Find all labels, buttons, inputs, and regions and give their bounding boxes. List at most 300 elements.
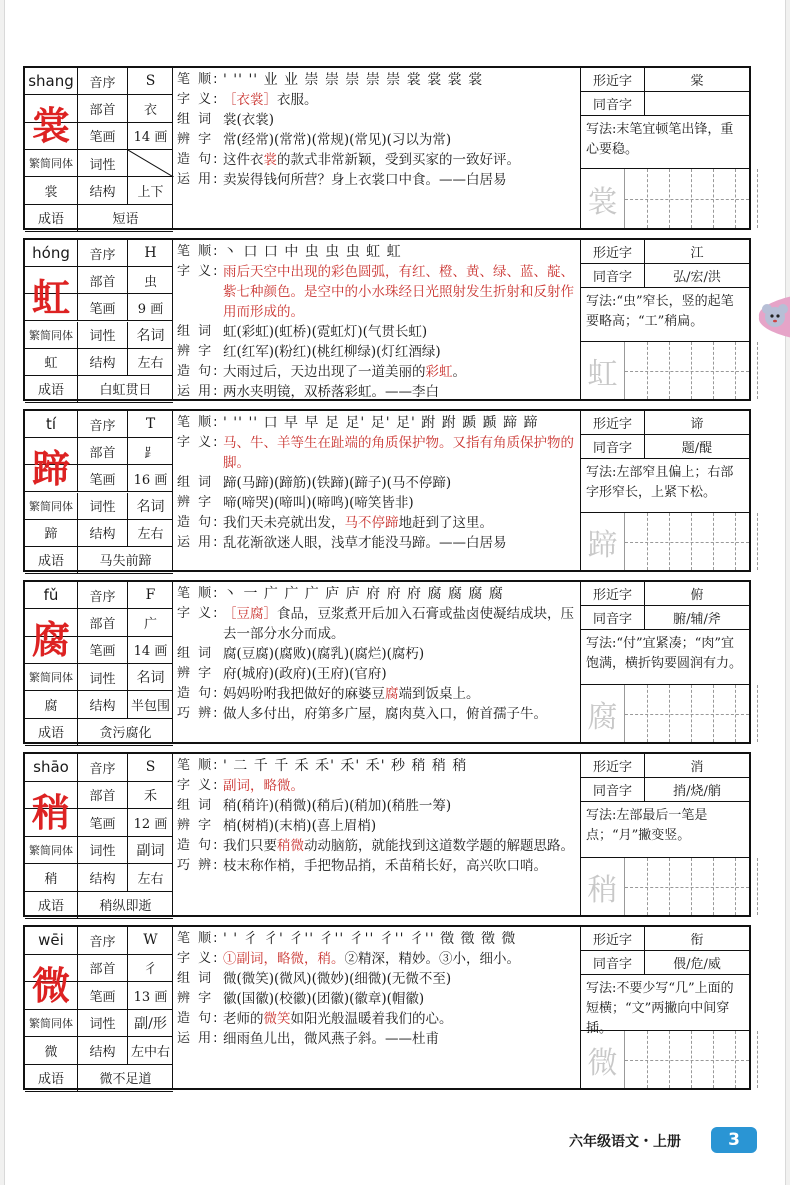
usage-text: 枝末称作梢，手把物品捎，禾苗稍长好，高兴吹口哨。	[223, 858, 547, 874]
stroke-order-text: 丶 口 口 中 虫 虫 虫 虹 虹	[223, 244, 402, 260]
writing-label: 写法:	[586, 636, 617, 651]
homophone-label: 同音字	[581, 92, 645, 115]
order-value: S	[127, 754, 173, 781]
big-character: 裳	[31, 103, 70, 149]
grid-line	[625, 542, 749, 543]
structure-value: 左右	[127, 520, 173, 546]
pos-value: 名词	[127, 493, 173, 519]
words-row	[177, 322, 576, 342]
char-details	[173, 68, 581, 228]
distinguish-label: 辨 字	[177, 666, 214, 681]
usage-label: 巧 辨:	[177, 858, 220, 873]
sentence-text: 我们天未亮就出发，	[223, 515, 345, 531]
info-row	[25, 240, 173, 267]
sentence-row	[177, 150, 576, 170]
practice-grid[interactable]	[581, 341, 749, 399]
usage-text: 做人多付出，府第多广屋，腐肉莫入口，俯首孺子牛。	[223, 706, 547, 722]
usage-label: 运 用:	[177, 1031, 220, 1046]
trad-char: 微	[44, 1044, 58, 1060]
meaning-row	[177, 262, 576, 322]
char-notes	[581, 754, 749, 915]
idiom-label: 成语	[37, 554, 64, 570]
info-row	[25, 1037, 173, 1065]
info-row	[25, 892, 173, 920]
similar-value: 衔	[690, 933, 704, 948]
grid-line	[625, 371, 749, 372]
info-row	[25, 205, 173, 232]
trad-char: 虹	[44, 356, 58, 372]
idiom-value: 马失前蹄	[77, 547, 173, 573]
writing-label: 写法:	[586, 808, 617, 823]
big-character: 腐	[31, 617, 70, 663]
homophone-row	[581, 92, 749, 116]
char-info-table	[25, 582, 173, 742]
distinguish-label: 辨 字	[177, 132, 214, 147]
practice-char: 微	[581, 1031, 625, 1088]
strokes-value: 9 画	[127, 294, 173, 320]
info-row	[25, 754, 173, 782]
homophone-label: 同音字	[581, 435, 645, 458]
radical-label: 部首	[77, 955, 127, 982]
similar-row	[581, 582, 749, 606]
trad-char: 稍	[44, 871, 58, 887]
sentence-label: 造 句:	[177, 838, 220, 853]
idiom-label: 成语	[37, 212, 64, 228]
usage-row	[177, 856, 576, 876]
sentence-text: 这件衣	[223, 152, 264, 168]
char-card	[23, 409, 751, 572]
char-card	[23, 752, 751, 917]
grid-line	[757, 685, 758, 742]
info-row	[25, 1065, 173, 1093]
grid-line	[625, 887, 749, 888]
writing-label: 写法:	[586, 465, 617, 480]
pos-label: 词性	[77, 664, 127, 690]
homophone-row	[581, 778, 749, 802]
homophone-value	[645, 92, 749, 115]
homophone-row	[581, 264, 749, 288]
usage-label: 运 用:	[177, 172, 220, 187]
similar-row	[581, 68, 749, 92]
words-text: 裳(衣裳)	[223, 112, 275, 128]
pinyin: fǔ	[43, 586, 59, 605]
stroke-order-text: ' 二 千 千 禾 禾' 禾' 禾' 秒 稍 稍 稍	[223, 758, 468, 774]
similar-row	[581, 754, 749, 778]
distinguish-text: 常(经常)(常常)(常规)(常见)(习以为常)	[223, 132, 452, 148]
distinguish-row	[177, 816, 576, 836]
grid-line	[757, 1031, 758, 1088]
radical-label: 部首	[77, 782, 127, 809]
order-label: 音序	[77, 68, 127, 94]
practice-char: 稍	[581, 858, 625, 915]
pinyin: wēi	[38, 931, 64, 950]
usage-text: 乱花渐欲迷人眼，浅草才能没马蹄。——白居易	[223, 535, 507, 551]
practice-grid[interactable]	[581, 512, 749, 570]
similar-label: 形近字	[581, 927, 645, 950]
order-value: S	[127, 68, 173, 94]
writing-text: 左部最后一笔是点；“月”撇变竖。	[586, 808, 708, 843]
char-card	[23, 925, 751, 1090]
radical-value: 广	[127, 609, 173, 635]
grid-line	[757, 513, 758, 570]
writing-text: “虫”窄长，竖的起笔要略高；“工”稍扁。	[586, 294, 734, 329]
pos-value: 名词	[127, 664, 173, 690]
info-row	[25, 349, 173, 376]
info-row	[25, 493, 173, 520]
meaning-label: 字 义:	[177, 264, 220, 279]
words-row	[177, 796, 576, 816]
sentence-row	[177, 513, 576, 533]
info-row	[25, 376, 173, 403]
meaning-row	[177, 776, 576, 796]
words-text: 蹄(马蹄)(蹄筋)(铁蹄)(蹄子)(马不停蹄)	[223, 475, 452, 491]
char-card	[23, 66, 751, 230]
sentence-text-end: 地赶到了这里。	[398, 515, 493, 531]
practice-grid[interactable]	[581, 168, 749, 228]
strokes-value: 12 画	[127, 809, 173, 836]
order-label: 音序	[77, 754, 127, 781]
similar-row	[581, 240, 749, 264]
info-row	[25, 837, 173, 865]
radical-label: 部首	[77, 95, 127, 121]
similar-label: 形近字	[581, 240, 645, 263]
pos-label: 词性	[77, 837, 127, 864]
stroke-order-label: 笔 顺:	[177, 244, 220, 259]
practice-char: 虹	[581, 342, 625, 399]
trad-simp-label: 繁简同体	[29, 1016, 73, 1030]
char-details	[173, 927, 581, 1088]
words-row	[177, 644, 576, 664]
homophone-value: 腑/辅/斧	[673, 612, 721, 627]
meaning-label: 字 义:	[177, 435, 220, 450]
sentence-highlight: 微笑	[263, 1011, 291, 1027]
sentence-label: 造 句:	[177, 152, 220, 167]
meaning-text: 食品，豆浆煮开后加入石膏或盐卤使凝结成块，压去一部分水分而成。	[223, 606, 574, 642]
sentence-text-end: 的款式非常新颖，受到买家的一致好评。	[277, 152, 520, 168]
sentence-highlight: 马不停蹄	[344, 515, 399, 531]
strokes-value: 13 画	[127, 982, 173, 1009]
homophone-label: 同音字	[581, 264, 645, 287]
order-label: 音序	[77, 411, 127, 437]
char-details	[173, 411, 581, 570]
radical-label: 部首	[77, 267, 127, 293]
info-row	[25, 411, 173, 438]
meaning-row	[177, 604, 576, 644]
similar-value: 谛	[690, 417, 704, 432]
distinguish-label: 辨 字	[177, 495, 214, 510]
char-details	[173, 582, 581, 742]
idiom-value: 稍纵即逝	[77, 892, 173, 919]
strokes-label: 笔画	[77, 637, 127, 663]
similar-row	[581, 927, 749, 951]
order-label: 音序	[77, 927, 127, 954]
grid-line	[757, 858, 758, 915]
sentence-text: 我们只要	[223, 838, 277, 854]
info-row	[25, 719, 173, 746]
char-notes	[581, 68, 749, 228]
grid-line	[757, 342, 758, 399]
sentence-text: 妈妈吩咐我把做好的麻婆豆	[223, 686, 385, 702]
sentence-label: 造 句:	[177, 1011, 220, 1026]
stroke-order-text: ' ' 彳 彳' 彳'' 彳'' 彳'' 彳'' 彳'' 徵 徵 徵 微	[223, 931, 517, 947]
writing-text: 不要少写“几”上面的短横；“文”两撇向中间穿插。	[586, 981, 734, 1036]
structure-label: 结构	[77, 864, 127, 891]
usage-text: 卖炭得钱何所营？身上衣裳口中食。——白居易	[223, 172, 507, 188]
order-value: H	[127, 240, 173, 266]
stroke-order-label: 笔 顺:	[177, 758, 220, 773]
meaning-label: 字 义:	[177, 606, 220, 621]
stroke-order-label: 笔 顺:	[177, 72, 220, 87]
words-row	[177, 969, 576, 989]
homophone-label: 同音字	[581, 778, 645, 801]
big-character: 虹	[31, 274, 70, 320]
homophone-row	[581, 951, 749, 975]
meaning-highlight: ［衣裳］	[223, 92, 277, 108]
big-character: 微	[31, 962, 70, 1008]
structure-value: 上下	[127, 177, 173, 203]
idiom-label: 成语	[37, 1072, 64, 1088]
writing-tip	[581, 289, 749, 335]
usage-row	[177, 1029, 576, 1049]
char-card	[23, 580, 751, 744]
words-label: 组 词	[177, 971, 214, 986]
order-value: T	[127, 411, 173, 437]
sentence-row	[177, 684, 576, 704]
usage-row	[177, 382, 576, 402]
grid-line	[757, 169, 758, 228]
words-row	[177, 473, 576, 493]
char-notes	[581, 582, 749, 742]
meaning-row	[177, 90, 576, 110]
info-row	[25, 520, 173, 547]
stroke-order-label: 笔 顺:	[177, 586, 220, 601]
strokes-label: 笔画	[77, 123, 127, 149]
homophone-value: 捎/烧/艄	[673, 784, 721, 799]
distinguish-row	[177, 989, 576, 1009]
char-info-table	[25, 927, 173, 1088]
sentence-row	[177, 836, 576, 856]
practice-char: 裳	[581, 169, 625, 228]
char-notes	[581, 927, 749, 1088]
meaning-highlight: 副词，略微。	[223, 778, 304, 794]
strokes-value: 14 画	[127, 123, 173, 149]
distinguish-label: 辨 字	[177, 818, 214, 833]
structure-value: 左右	[127, 349, 173, 375]
trad-simp-label: 繁简同体	[29, 328, 73, 342]
pos-value: 副词	[127, 837, 173, 864]
words-row	[177, 110, 576, 130]
page-number: 3	[711, 1127, 757, 1153]
usage-label: 运 用:	[177, 384, 220, 399]
words-label: 组 词	[177, 112, 214, 127]
distinguish-text: 红(红军)(粉红)(桃红柳绿)(灯红酒绿)	[223, 344, 441, 360]
idiom-value: 微不足道	[77, 1065, 173, 1092]
idiom-value: 白虹贯日	[77, 376, 173, 402]
char-info-table	[25, 411, 173, 570]
meaning-text: 衣服。	[277, 92, 318, 108]
writing-tip	[581, 631, 749, 677]
pinyin: shang	[28, 72, 74, 91]
big-character: 蹄	[31, 445, 70, 491]
mouse-sticker-icon	[757, 295, 790, 339]
words-label: 组 词	[177, 324, 214, 339]
writing-label: 写法:	[586, 294, 617, 309]
distinguish-label: 辨 字	[177, 991, 214, 1006]
usage-label: 运 用:	[177, 535, 220, 550]
pos-value: 名词	[127, 322, 173, 348]
order-label: 音序	[77, 582, 127, 608]
char-info-table	[25, 68, 173, 228]
similar-label: 形近字	[581, 582, 645, 605]
usage-text: 细雨鱼儿出，微风燕子斜。——杜甫	[223, 1031, 439, 1047]
sentence-highlight: 腐	[385, 686, 399, 702]
similar-value: 棠	[690, 74, 704, 89]
radical-value: 虫	[127, 267, 173, 293]
trad-simp-label: 繁简同体	[29, 843, 73, 857]
stroke-order-row	[177, 584, 576, 604]
char-details	[173, 240, 581, 399]
order-value: F	[127, 582, 173, 608]
similar-label: 形近字	[581, 68, 645, 91]
homophone-label: 同音字	[581, 951, 645, 974]
char-info-table	[25, 754, 173, 915]
strokes-value: 16 画	[127, 465, 173, 491]
idiom-label: 成语	[37, 726, 64, 742]
sentence-label: 造 句:	[177, 515, 220, 530]
stroke-order-text: ' '' '' 口 早 早 足 足' 足' 足' 跗 跗 踬 踬 蹄 蹄	[223, 415, 539, 431]
radical-value: ⻊	[127, 438, 173, 464]
meaning-highlight: ①副词，略微，稍。	[223, 951, 345, 967]
sentence-label: 造 句:	[177, 364, 220, 379]
similar-label: 形近字	[581, 754, 645, 777]
workbook-page	[4, 0, 786, 1185]
homophone-value: 偎/危/威	[673, 957, 721, 972]
info-row	[25, 1010, 173, 1038]
structure-value: 半包围	[127, 691, 173, 717]
words-text: 虹(彩虹)(虹桥)(霓虹灯)(气贯长虹)	[223, 324, 428, 340]
pos-label: 词性	[77, 493, 127, 519]
pinyin: tí	[45, 415, 57, 434]
info-row	[25, 547, 173, 574]
info-row	[25, 664, 173, 691]
meaning-text: ②精深，精妙。③小，细小。	[344, 951, 520, 967]
sentence-text-end: 端到饭桌上。	[398, 686, 480, 702]
pinyin: shāo	[33, 758, 69, 777]
meaning-label: 字 义:	[177, 778, 220, 793]
distinguish-row	[177, 342, 576, 362]
strokes-label: 笔画	[77, 465, 127, 491]
words-text: 微(微笑)(微风)(微妙)(细微)(无微不至)	[223, 971, 452, 987]
grid-line	[625, 714, 749, 715]
sentence-row	[177, 362, 576, 382]
similar-label: 形近字	[581, 411, 645, 434]
radical-value: 禾	[127, 782, 173, 809]
char-notes	[581, 411, 749, 570]
writing-text: 左部窄且偏上；右部字形窄长，上紧下松。	[586, 465, 734, 500]
distinguish-text: 啼(啼哭)(啼叫)(啼鸣)(啼笑皆非)	[223, 495, 414, 511]
sentence-text-end: 动动脑筋，就能找到这道数学题的解题思路。	[304, 838, 574, 854]
structure-label: 结构	[77, 691, 127, 717]
info-row	[25, 691, 173, 718]
distinguish-row	[177, 664, 576, 684]
pinyin: hóng	[32, 244, 70, 263]
words-text: 稍(稍许)(稍微)(稍后)(稍加)(稍胜一筹)	[223, 798, 452, 814]
stroke-order-row	[177, 70, 576, 90]
writing-text: “付”宜紧凑；“肉”宜饱满，横折钩要圆润有力。	[586, 636, 743, 671]
words-label: 组 词	[177, 646, 214, 661]
distinguish-text: 府(城府)(政府)(王府)(官府)	[223, 666, 387, 682]
sentence-text-end: 。	[452, 364, 466, 380]
stroke-order-label: 笔 顺:	[177, 415, 220, 430]
practice-grid[interactable]	[581, 857, 749, 915]
similar-row	[581, 411, 749, 435]
writing-tip	[581, 460, 749, 506]
structure-label: 结构	[77, 520, 127, 546]
idiom-label: 成语	[37, 383, 64, 399]
similar-value: 消	[690, 760, 704, 775]
distinguish-row	[177, 130, 576, 150]
info-row	[25, 177, 173, 204]
words-label: 组 词	[177, 475, 214, 490]
info-row	[25, 582, 173, 609]
order-value: W	[127, 927, 173, 954]
meaning-highlight: ［豆腐］	[223, 606, 277, 622]
grid-line	[625, 1060, 749, 1061]
structure-value: 左中右	[127, 1037, 173, 1064]
usage-row	[177, 170, 576, 190]
order-label: 音序	[77, 240, 127, 266]
pos-label: 词性	[77, 322, 127, 348]
sentence-text: 大雨过后，天边出现了一道美丽的	[223, 364, 426, 380]
strokes-label: 笔画	[77, 809, 127, 836]
pos-value	[127, 150, 173, 176]
usage-row	[177, 533, 576, 553]
distinguish-label: 辨 字	[177, 344, 214, 359]
writing-tip	[581, 803, 749, 849]
info-row	[25, 322, 173, 349]
strokes-value: 14 画	[127, 637, 173, 663]
trad-char: 裳	[44, 184, 58, 200]
similar-value: 俯	[690, 588, 704, 603]
practice-char: 蹄	[581, 513, 625, 570]
pos-label: 词性	[77, 150, 127, 176]
writing-text: 末笔宜顿笔出锋，重心要稳。	[586, 122, 734, 157]
usage-text: 两水夹明镜，双桥落彩虹。——李白	[223, 384, 439, 400]
strokes-label: 笔画	[77, 294, 127, 320]
practice-grid[interactable]	[581, 1030, 749, 1088]
structure-label: 结构	[77, 1037, 127, 1064]
pos-value: 副/形	[127, 1010, 173, 1037]
info-row	[25, 150, 173, 177]
usage-label: 巧 辨:	[177, 706, 220, 721]
info-row	[25, 864, 173, 892]
sentence-highlight: 稍微	[277, 838, 304, 854]
grid-line	[625, 199, 749, 200]
char-card	[23, 238, 751, 401]
meaning-row	[177, 949, 576, 969]
book-title: 六年级语文・上册	[569, 1134, 681, 1150]
stroke-order-row	[177, 929, 576, 949]
homophone-row	[581, 435, 749, 459]
sentence-highlight: 彩虹	[425, 364, 453, 380]
meaning-label: 字 义:	[177, 92, 220, 107]
practice-char: 腐	[581, 685, 625, 742]
char-info-table	[25, 240, 173, 399]
info-row	[25, 927, 173, 955]
stroke-order-row	[177, 413, 576, 433]
homophone-row	[581, 606, 749, 630]
practice-grid[interactable]	[581, 684, 749, 742]
